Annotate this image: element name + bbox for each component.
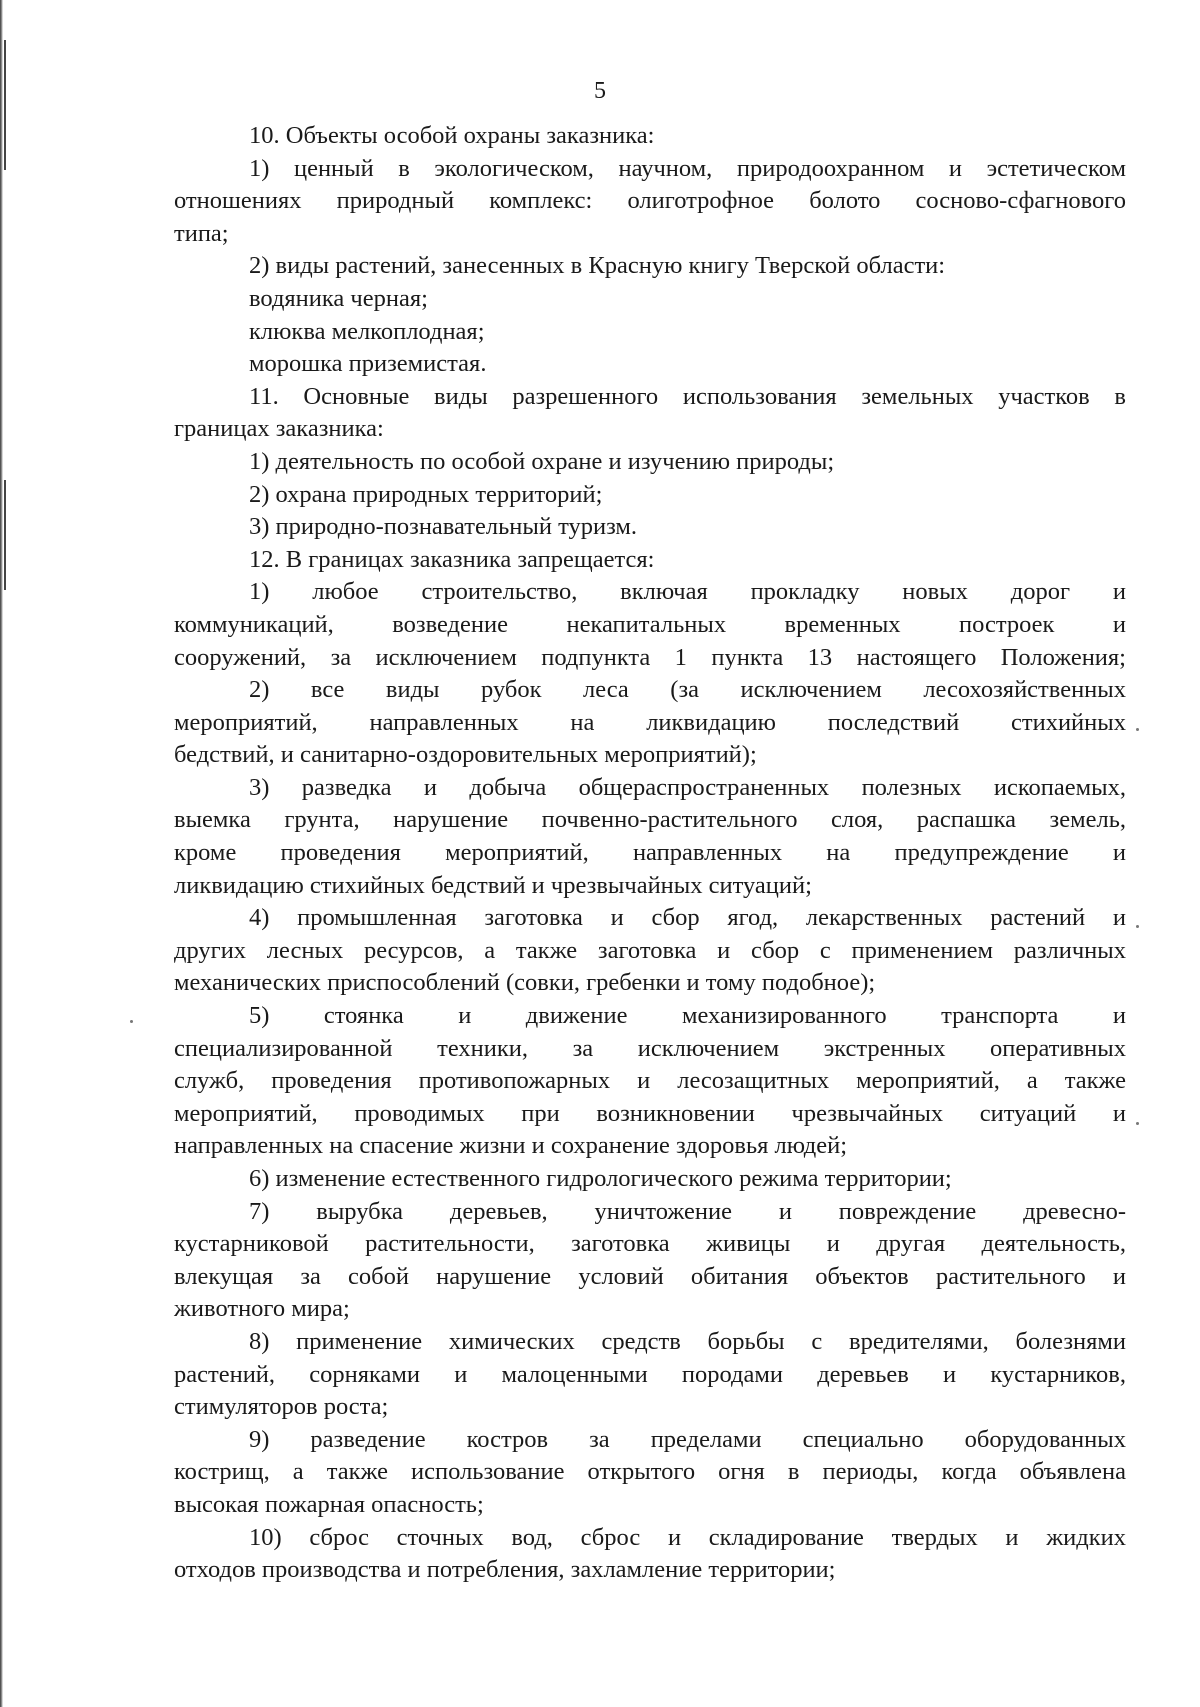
text-line: 9) разведение костров за пределами специально оборудованных [249,1425,1126,1453]
text-line: мероприятий, проводимых при возникновении чрезвычайных ситуаций и [174,1099,1126,1127]
scan-speck [1136,1122,1139,1125]
text-line: отходов производства и потребления, захламление территории; [174,1556,836,1584]
scan-speck [1136,728,1139,731]
text-line: сооружений, за исключением подпункта 1 пункта 13 настоящего Положения; [174,643,1126,671]
text-line: 4) промышленная заготовка и сбор ягод, лекарственных растений и [249,904,1126,932]
text-line: 2) виды растений, занесенных в Красную книгу Тверской области: [249,252,946,280]
text-line: 10) сброс сточных вод, сброс и складирование твердых и жидких [249,1523,1126,1551]
text-line: типа; [174,219,229,247]
text-line: 1) деятельность по особой охране и изучению природы; [249,447,835,475]
text-line: 5) стоянка и движение механизированного транспорта и [249,1002,1126,1030]
text-line: 11. Основные виды разрешенного использования земельных участков в [249,382,1126,410]
text-line: границах заказника: [174,415,384,443]
text-line: 3) разведка и добыча общераспространенных полезных ископаемых, [249,773,1126,801]
text-line: служб, проведения противопожарных и лесозащитных мероприятий, а также [174,1067,1126,1095]
text-line: выемка грунта, нарушение почвенно-растительного слоя, распашка земель, [174,806,1126,834]
text-line: 12. В границах заказника запрещается: [249,545,655,573]
scan-speck [130,1020,133,1023]
document-body [174,120,1126,1587]
text-line: стимуляторов роста; [174,1393,389,1421]
text-line: кроме проведения мероприятий, направленных на предупреждение и [174,839,1126,867]
text-line: отношениях природный комплекс: олиготрофное болото сосново-сфагнового [174,187,1126,215]
text-line: ликвидацию стихийных бедствий и чрезвычайных ситуаций; [174,871,812,899]
text-line: влекущая за собой нарушение условий обитания объектов растительного и [174,1262,1126,1290]
scan-edge [0,0,3,1707]
text-line: животного мира; [174,1295,350,1323]
text-line: 2) все виды рубок леса (за исключением лесохозяйственных [249,676,1126,704]
text-line: 2) охрана природных территорий; [249,480,603,508]
text-line: высокая пожарная опасность; [174,1490,484,1518]
scan-mark [4,480,6,590]
text-line: клюква мелкоплодная; [249,317,485,345]
text-line: других лесных ресурсов, а также заготовка и сбор с применением различных [174,936,1126,964]
text-line: коммуникаций, возведение некапитальных временных построек и [174,610,1126,638]
text-line: 6) изменение естественного гидрологического режима территории; [249,1165,952,1192]
text-line: 1) любое строительство, включая прокладку новых дорог и [249,578,1126,606]
text-line: мероприятий, направленных на ликвидацию последствий стихийных [174,708,1126,736]
text-line: кострищ, а также использование открытого огня в периоды, когда объявлена [174,1458,1126,1486]
text-line: морошка приземистая. [249,350,487,378]
page-number: 5 [594,78,606,104]
text-line: направленных на спасение жизни и сохранение здоровья людей; [174,1132,848,1160]
text-line: механических приспособлений (совки, гребенки и тому подобное); [174,969,876,997]
text-line: 1) ценный в экологическом, научном, природоохранном и эстетическом [249,154,1126,182]
text-line: 8) применение химических средств борьбы с вредителями, болезнями [249,1327,1126,1355]
text-line: растений, сорняками и малоценными породами деревьев и кустарников, [174,1360,1126,1388]
text-line: 10. Объекты особой охраны заказника: [249,122,655,149]
text-line: водяника черная; [249,284,428,312]
scan-speck [1136,925,1139,928]
text-line: бедствий, и санитарно-оздоровительных мероприятий); [174,741,757,769]
text-line: специализированной техники, за исключением экстренных оперативных [174,1034,1126,1062]
text-line: 7) вырубка деревьев, уничтожение и повреждение древесно- [249,1197,1126,1225]
text-line: 3) природно-познавательный туризм. [249,513,638,541]
text-line: кустарниковой растительности, заготовка живицы и другая деятельность, [174,1230,1126,1258]
